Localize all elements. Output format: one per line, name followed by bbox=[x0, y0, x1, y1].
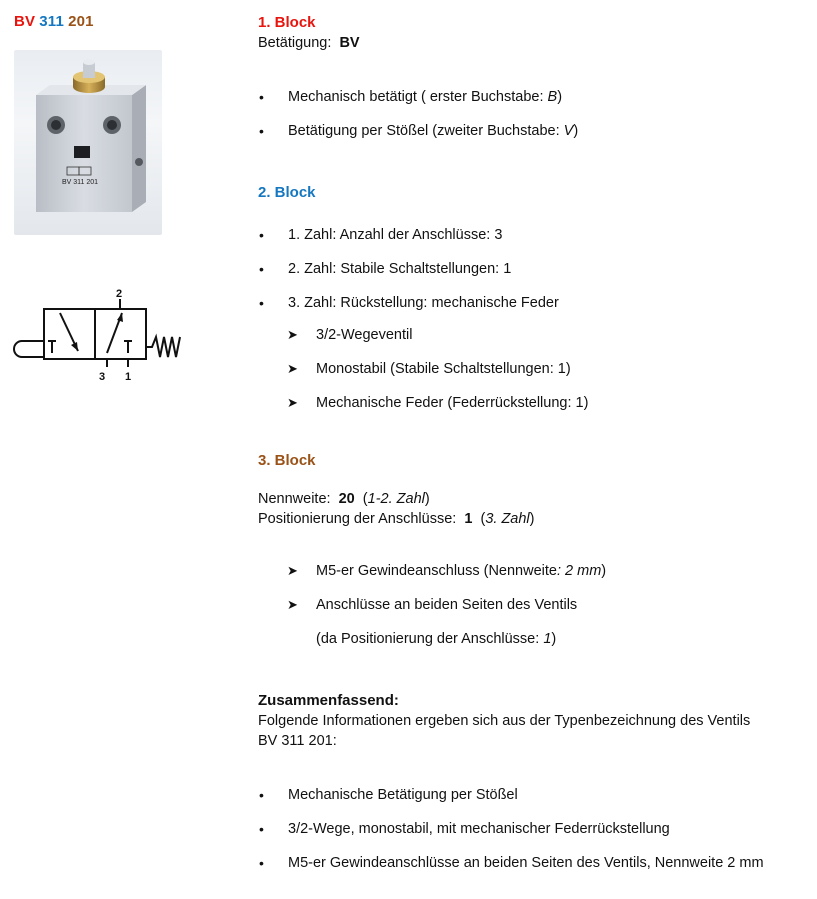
summary-text-1: Folgende Informationen ergeben sich aus der Typenbezeichnung des Ventils bbox=[258, 713, 751, 729]
block-1-actuation-label: Betätigung: bbox=[258, 35, 332, 51]
summary-text-2: BV 311 201: bbox=[258, 733, 337, 749]
bullet-text: Mechanisch betätigt ( erster Buchstabe: bbox=[288, 89, 544, 105]
port-positioning-value: 1 bbox=[464, 511, 473, 527]
block-2-bullet-1: • 1. Zahl: Anzahl der Anschlüsse: 3 bbox=[258, 225, 803, 245]
port-2-label: 2 bbox=[116, 288, 123, 300]
block-1-bullet-1 bbox=[258, 87, 803, 107]
photo-label: BV 311 201 bbox=[62, 179, 99, 186]
designation-part-3: 201 bbox=[68, 13, 94, 30]
arrow-em: : 2 mm bbox=[556, 563, 602, 579]
bullet-em: B bbox=[547, 89, 558, 105]
continuation-em: 1 bbox=[543, 631, 552, 647]
designation-part-1: BV bbox=[14, 13, 36, 30]
arrow-bullet-icon: ➤ bbox=[287, 563, 298, 578]
port-1-label: 1 bbox=[125, 371, 132, 383]
arrow-text: Mechanische Feder (Federrückstellung: 1) bbox=[316, 395, 589, 411]
nominal-size-label: Nennweite: bbox=[258, 491, 331, 507]
port-positioning-label: Positionierung der Anschlüsse: bbox=[258, 511, 457, 527]
nominal-size-value: 20 bbox=[338, 491, 355, 507]
arrow-text: Anschlüsse an beiden Seiten des Ventils bbox=[316, 597, 578, 613]
continuation-text: (da Positionierung der Anschlüsse: bbox=[316, 631, 540, 647]
summary-heading: Zusammenfassend: bbox=[258, 692, 399, 709]
explanation-column bbox=[258, 13, 803, 873]
block-3-nominal-size: Nennweite: 20 (1-2. Zahl) bbox=[258, 491, 430, 507]
block-2-arrow-1 bbox=[258, 325, 803, 345]
block-1-heading: 1. Block bbox=[258, 14, 316, 31]
block-3-heading: 3. Block bbox=[258, 452, 316, 469]
summary-bullet-2: • 3/2-Wege, monostabil, mit mechanischer Federrückstellung bbox=[258, 819, 803, 839]
valve-schematic-symbol bbox=[12, 285, 192, 385]
block-3-arrow-2 bbox=[258, 595, 803, 615]
block-1-actuation bbox=[258, 33, 803, 53]
block-3-arrow-2-continuation bbox=[258, 629, 803, 649]
block-3-arrow-1 bbox=[258, 561, 803, 581]
schematic-drawing bbox=[12, 285, 192, 385]
port-3-label: 3 bbox=[99, 371, 106, 383]
arrow-bullet-icon: ➤ bbox=[287, 597, 298, 612]
valve-product-photo bbox=[14, 50, 162, 235]
bullet-text: Betätigung per Stößel (zweiter Buchstabe: bbox=[288, 123, 560, 139]
summary-bullet-3: • M5-er Gewindeanschlüsse an beiden Seiten des Ventils, Nennweite 2 mm bbox=[258, 853, 803, 873]
block-1-actuation-value: BV bbox=[339, 35, 360, 51]
type-designation bbox=[14, 13, 98, 30]
arrow-text: Monostabil (Stabile Schaltstellungen: 1) bbox=[316, 361, 571, 377]
port-positioning-note: 3. Zahl bbox=[485, 511, 530, 527]
bullet-end: ) bbox=[557, 89, 563, 105]
arrow-end: ) bbox=[601, 563, 607, 579]
valve-photo-drawing bbox=[14, 50, 162, 235]
bullet-end: ) bbox=[573, 123, 579, 139]
designation-part-2: 311 bbox=[39, 13, 65, 30]
summary-bullet-1: • Mechanische Betätigung per Stößel bbox=[258, 785, 803, 805]
arrow-text: 3/2-Wegeventil bbox=[316, 327, 413, 343]
arrow-bullet-icon: ➤ bbox=[287, 395, 298, 410]
arrow-bullet-icon: ➤ bbox=[287, 327, 298, 342]
block-2-bullet-3: • 3. Zahl: Rückstellung: mechanische Feder bbox=[258, 293, 803, 313]
arrow-bullet-icon: ➤ bbox=[287, 361, 298, 376]
block-3-port-positioning: Positionierung der Anschlüsse: 1 (3. Zahl) bbox=[258, 511, 535, 527]
block-2-arrow-2 bbox=[258, 359, 803, 379]
block-2-bullet-2: • 2. Zahl: Stabile Schaltstellungen: 1 bbox=[258, 259, 803, 279]
bullet-em: V bbox=[563, 123, 574, 139]
continuation-end: ) bbox=[551, 631, 557, 647]
block-2-arrow-3 bbox=[258, 393, 803, 413]
nominal-size-note: 1-2. Zahl bbox=[367, 491, 425, 507]
arrow-text: M5-er Gewindeanschluss (Nennweite bbox=[316, 563, 557, 579]
block-1-bullet-2 bbox=[258, 121, 803, 141]
block-2-heading: 2. Block bbox=[258, 184, 316, 201]
